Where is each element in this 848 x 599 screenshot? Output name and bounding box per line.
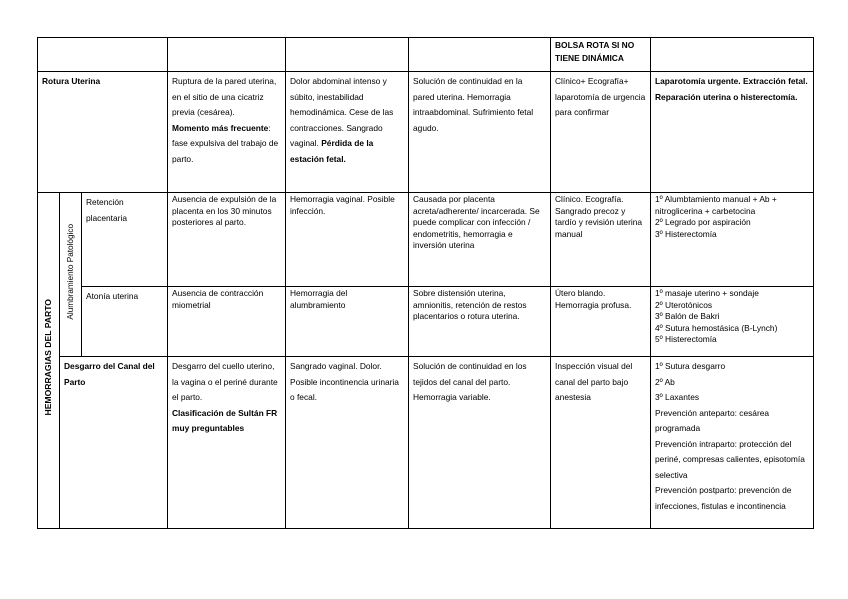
desgarro-tratamiento-2: 2º Ab [655, 376, 675, 387]
desgarro-definicion-text: Desgarro del cuello uterino, la vagina o el periné durante el parto. [172, 361, 278, 402]
atonia-clinica: Hemorragia del alumbramiento [286, 287, 409, 357]
row-desgarro-canal [38, 357, 814, 529]
rotura-definicion [168, 72, 286, 193]
rotura-definicion-bold: Momento más frecuente [172, 122, 269, 133]
rotura-definicion-rest: : fase expulsiva del trabajo de parto. [172, 122, 279, 164]
desgarro-title: Desgarro del Canal del Parto [60, 357, 168, 529]
desgarro-tratamiento-1: 1º Sutura desgarro [655, 361, 726, 371]
atonia-tratamiento-3: 3º Balón de Bakri [655, 311, 720, 322]
header-cell-3 [286, 38, 409, 72]
retencion-tratamiento-2: 2º Legrado por aspiración [655, 217, 751, 228]
desgarro-tratamiento-5: Prevención intraparto: protección del periné, compresas calientes, episotomía selectiva [655, 438, 805, 480]
row-rotura-uterina [38, 72, 814, 193]
desgarro-definicion-bold: Clasificación de Sultán FR muy preguntables [172, 407, 278, 433]
desgarro-tratamiento-3: 3º Laxantes [655, 392, 700, 402]
retencion-title: Retención placentaria [82, 193, 168, 287]
desgarro-diagnostico: Inspección visual del canal del parto bajo anestesia [551, 357, 651, 529]
alumbramiento-subgroup-cell [60, 193, 82, 357]
header-row [38, 38, 814, 72]
retencion-diagnostico: Clínico. Ecografía. Sangrado precoz y tardío y revisión uterina manual [551, 193, 651, 287]
rotura-diagnostico: Clínico+ Ecografía+ laparotomía de urgencia para confirmar [551, 72, 651, 193]
desgarro-tratamiento-4: Prevención anteparto: cesárea programada [655, 407, 770, 433]
rotura-clinica-text: Dolor abdominal intenso y súbito, inestabilidad hemodinámica. Cese de las contracciones. Sangrado vaginal. [290, 76, 394, 148]
atonia-title: Atonía uterina [82, 287, 168, 357]
rotura-tratamiento: Laparotomía urgente. Extracción fetal. Reparación uterina o histerectomía. [651, 72, 814, 193]
hemorragias-group-cell [38, 193, 60, 529]
atonia-tratamiento-1: 1º masaje uterino + sondaje [655, 288, 759, 298]
desgarro-definicion [168, 357, 286, 529]
atonia-tratamiento [651, 287, 814, 357]
rotura-definicion-text: Ruptura de la pared uterina, en el sitio de una cicatriz previa (cesárea). [172, 76, 277, 117]
atonia-tratamiento-2: 2º Uterotónicos [655, 299, 713, 310]
header-cell-6 [651, 38, 814, 72]
retencion-tratamiento-3: 3º Histerectomía [655, 228, 717, 239]
desgarro-tratamiento [651, 357, 814, 529]
retencion-tratamiento [651, 193, 814, 287]
retencion-causas: Causada por placenta acreta/adherente/ incarcerada. Se puede complicar con infección / endometritis, hemorragia e inversión uterina [409, 193, 551, 287]
clinical-table [37, 37, 814, 529]
atonia-diagnostico: Útero blando. Hemorragia profusa. [551, 287, 651, 357]
rotura-clinica-bold: Pérdida de la estación fetal. [290, 138, 374, 164]
hemorragias-group-label: HEMORRAGIAS DEL PARTO [42, 299, 53, 416]
row-retencion-placentaria [38, 193, 814, 287]
retencion-definicion: Ausencia de expulsión de la placenta en los 30 minutos posteriores al parto. [168, 193, 286, 287]
header-cell-bolsa-rota: BOLSA ROTA SI NO TIENE DINÁMICA [551, 38, 651, 72]
desgarro-causas: Solución de continuidad en los tejidos del canal del parto. Hemorragia variable. [409, 357, 551, 529]
header-cell-1 [38, 38, 168, 72]
atonia-tratamiento-5: 5º Histerectomía [655, 334, 717, 345]
retencion-clinica: Hemorragia vaginal. Posible infección. [286, 193, 409, 287]
desgarro-clinica: Sangrado vaginal. Dolor. Posible incontinencia urinaria o fecal. [286, 357, 409, 529]
atonia-tratamiento-4: 4º Sutura hemostásica (B-Lynch) [655, 322, 778, 333]
rotura-clinica [286, 72, 409, 193]
atonia-definicion: Ausencia de contracción miometrial [168, 287, 286, 357]
header-cell-2 [168, 38, 286, 72]
desgarro-tratamiento-6: Prevención postparto: prevención de infecciones, fistulas e incontinencia [655, 485, 792, 511]
rotura-title: Rotura Uterina [38, 72, 168, 193]
row-atonia-uterina [38, 287, 814, 357]
rotura-consecuencias: Solución de continuidad en la pared uterina. Hemorragia intraabdominal. Sufrimiento fetal agudo. [409, 72, 551, 193]
atonia-causas: Sobre distensión uterina, amnionitis, retención de restos placentarios o rotura uterina. [409, 287, 551, 357]
retencion-tratamiento-1: 1º Alumbtamiento manual + Ab + nitroglicerina + carbetocina [655, 194, 777, 216]
alumbramiento-subgroup-label: Alumbramiento Patológico [65, 223, 75, 320]
header-cell-4 [409, 38, 551, 72]
